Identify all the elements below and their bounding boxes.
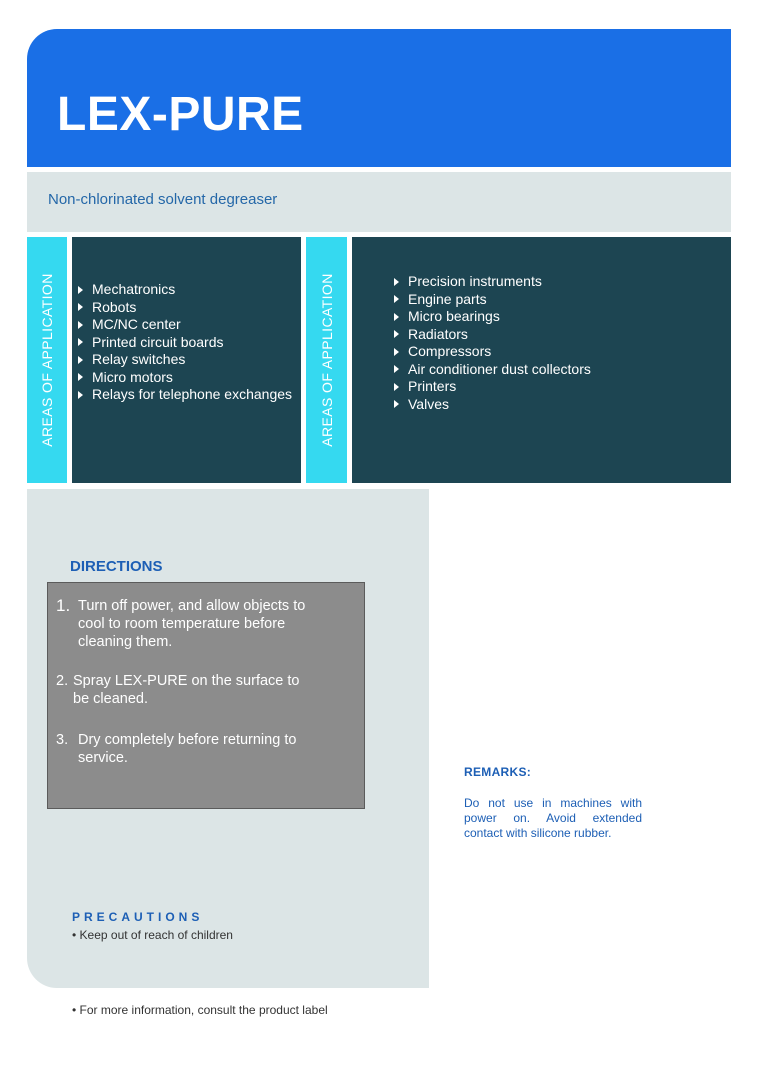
precautions-heading: PRECAUTIONS	[72, 910, 204, 924]
step-number: 2.	[56, 673, 69, 689]
list-item: Micro motors	[78, 369, 292, 387]
bullet-triangle-icon	[394, 313, 399, 321]
step-text: Spray LEX-PURE on the surface to be cleaned.	[73, 673, 300, 707]
application-list-1	[78, 281, 292, 404]
step-text: Dry completely before returning to service.	[78, 732, 297, 766]
bullet-triangle-icon	[394, 365, 399, 373]
application-label-2: AREAS OF APPLICATION	[318, 273, 335, 447]
application-panel-1	[72, 237, 301, 483]
list-item: Printed circuit boards	[78, 334, 292, 352]
bullet-triangle-icon	[394, 330, 399, 338]
bullet-triangle-icon	[394, 348, 399, 356]
step-number: 3.	[56, 732, 69, 748]
list-item: Air conditioner dust collectors	[394, 361, 591, 379]
application-strip-1	[27, 237, 67, 483]
bullet-triangle-icon	[78, 286, 83, 294]
list-item: Precision instruments	[394, 273, 591, 291]
application-panel-2	[352, 237, 731, 483]
bullet-triangle-icon	[394, 383, 399, 391]
application-strip-2	[306, 237, 347, 483]
application-label-1: AREAS OF APPLICATION	[39, 273, 55, 447]
list-item: Mechatronics	[78, 281, 292, 299]
subtitle-bar	[27, 172, 731, 232]
bullet-triangle-icon	[78, 321, 83, 329]
directions-heading: DIRECTIONS	[70, 558, 163, 575]
list-item: Valves	[394, 396, 591, 414]
step-number: 1.	[56, 596, 71, 615]
bullet-triangle-icon	[394, 295, 399, 303]
step-text: Turn off power, and allow objects to cool to room temperature before cleaning them.	[78, 598, 306, 650]
list-item: Printers	[394, 378, 591, 396]
product-title: LEX-PURE	[57, 88, 304, 141]
list-item: Robots	[78, 299, 292, 317]
bullet-triangle-icon	[78, 303, 83, 311]
bullet-triangle-icon	[78, 391, 83, 399]
bullet-triangle-icon	[78, 338, 83, 346]
list-item: MC/NC center	[78, 316, 292, 334]
bullet-triangle-icon	[78, 373, 83, 381]
precaution-item: • Keep out of reach of children	[72, 928, 233, 942]
directions-panel	[27, 489, 429, 988]
direction-step-3	[56, 731, 346, 767]
remarks-text: Do not use in machines with power on. Avoid extended contact with silicone rubber.	[464, 796, 642, 840]
footer-note: • For more information, consult the product label	[72, 1003, 328, 1017]
header-banner	[27, 29, 731, 167]
list-item: Compressors	[394, 343, 591, 361]
list-item: Relay switches	[78, 351, 292, 369]
list-item: Relays for telephone exchanges	[78, 386, 292, 404]
list-item: Radiators	[394, 326, 591, 344]
direction-step-1	[56, 597, 346, 651]
directions-steps-box	[47, 582, 365, 809]
list-item: Engine parts	[394, 291, 591, 309]
bullet-triangle-icon	[394, 278, 399, 286]
remarks-heading: REMARKS:	[464, 765, 532, 779]
product-subtitle: Non-chlorinated solvent degreaser	[48, 191, 278, 208]
list-item: Micro bearings	[394, 308, 591, 326]
direction-step-2	[56, 672, 346, 708]
bullet-triangle-icon	[78, 356, 83, 364]
bullet-triangle-icon	[394, 400, 399, 408]
application-list-2	[394, 273, 591, 413]
